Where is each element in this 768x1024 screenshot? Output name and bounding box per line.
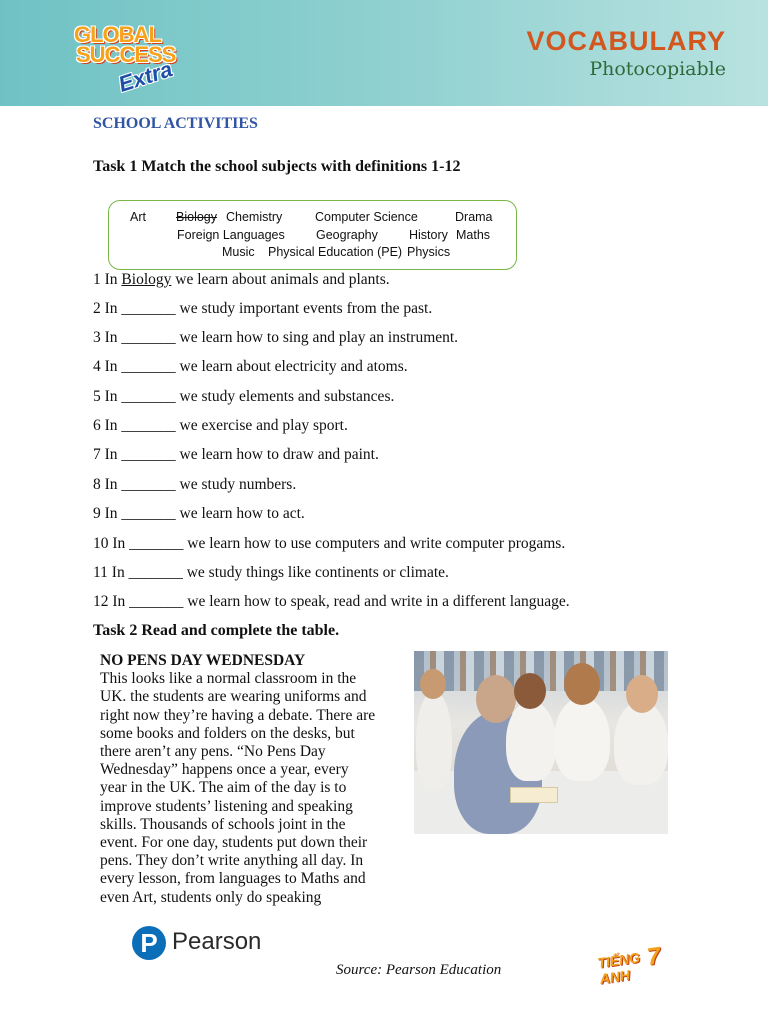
tieng-anh-number: 7 <box>645 942 663 971</box>
word-bank-box <box>108 200 517 270</box>
tieng-anh-text: TIẾNG ANH <box>596 949 641 987</box>
page-subtitle: Photocopiable <box>589 58 726 80</box>
article-line: pens. They don’t write anything all day. In <box>100 852 364 870</box>
word-bank-item: Physics <box>407 245 451 259</box>
student-figure <box>614 701 668 785</box>
answer-blank: _______ <box>121 505 176 522</box>
student-head <box>420 669 446 699</box>
word-bank-item: Music <box>222 245 255 259</box>
article-line: Wednesday” happens once a year, every <box>100 761 349 779</box>
article-line: skills. Thousands of schools joint in the <box>100 815 346 833</box>
sentence-11: 11 In _______ we study things like continents or climate. <box>93 564 449 581</box>
word-bank-item: History <box>409 228 448 242</box>
student-head <box>626 675 658 713</box>
task2-heading: Task 2 Read and complete the table. <box>93 622 340 639</box>
student-figure <box>416 691 452 791</box>
task1-heading: Task 1 Match the school subjects with definitions 1-12 <box>93 158 461 175</box>
open-book <box>510 787 558 803</box>
article-line: UK. the students are wearing uniforms and <box>100 688 367 706</box>
word-bank-item: Art <box>130 210 146 224</box>
student-head <box>564 663 600 705</box>
answer-blank: _______ <box>121 329 176 346</box>
sentence-4: 4 In _______ we learn about electricity and atoms. <box>93 358 408 375</box>
word-bank-item: Maths <box>456 228 491 242</box>
answer-blank: _______ <box>121 446 176 463</box>
answer-blank: Biology <box>121 271 172 288</box>
sentence-10: 10 In _______ we learn how to use computers and write computer progams. <box>93 535 566 552</box>
sentence-2: 2 In _______ we study important events from the past. <box>93 300 433 317</box>
article-line: every lesson, from languages to Maths and <box>100 870 366 888</box>
word-bank-item: Foreign Languages <box>177 228 285 242</box>
answer-blank: _______ <box>121 388 176 405</box>
section-title: SCHOOL ACTIVITIES <box>93 115 258 132</box>
tieng-anh-7-logo <box>596 942 671 987</box>
word-bank-item-struck: Biology <box>176 210 217 224</box>
student-figure <box>506 701 556 781</box>
word-bank-item: Chemistry <box>226 210 283 224</box>
header-band <box>0 0 768 106</box>
word-bank-item: Physical Education (PE) <box>268 245 403 259</box>
word-bank-item: Geography <box>316 228 378 242</box>
logo-line-2: SUCCESS <box>76 42 176 67</box>
pearson-mark: P <box>132 926 166 960</box>
answer-blank: _______ <box>121 476 176 493</box>
pearson-wordmark: Pearson <box>172 928 262 955</box>
sentence-1: 1 In Biology we learn about animals and plants. <box>93 271 390 288</box>
answer-blank: _______ <box>121 417 176 434</box>
pearson-logo <box>118 914 270 974</box>
article-line: event. For one day, students put down their <box>100 834 368 852</box>
sentence-8: 8 In _______ we study numbers. <box>93 476 297 493</box>
article-line: year in the UK. The aim of the day is to <box>100 779 347 797</box>
word-bank-item: Drama <box>455 210 493 224</box>
student-figure <box>554 697 610 781</box>
article-line: improve students’ listening and speaking <box>100 797 353 815</box>
sentence-6: 6 In _______ we exercise and play sport. <box>93 417 348 434</box>
student-head <box>514 673 546 709</box>
word-bank-item: Computer Science <box>315 210 418 224</box>
article-line: there aren’t any pens. “No Pens Day <box>100 743 326 761</box>
article-line: right now they’re having a debate. There are <box>100 706 376 724</box>
article-line: some books and folders on the desks, but <box>100 724 355 742</box>
source-credit: Source: Pearson Education <box>336 962 502 978</box>
answer-blank: _______ <box>121 358 176 375</box>
answer-blank: _______ <box>121 300 176 317</box>
sentence-3: 3 In _______ we learn how to sing and play an instrument. <box>93 329 459 346</box>
answer-blank: _______ <box>129 535 184 552</box>
logo-line-1: GLOBAL <box>74 22 161 47</box>
article-title: NO PENS DAY WEDNESDAY <box>100 652 306 669</box>
sentence-5: 5 In _______ we study elements and substances. <box>93 388 395 405</box>
answer-blank: _______ <box>129 593 184 610</box>
sentence-12: 12 In _______ we learn how to speak, read and write in a different language. <box>93 593 570 610</box>
page-title: VOCABULARY <box>526 26 726 56</box>
classroom-photo <box>414 651 668 834</box>
article <box>100 652 400 907</box>
article-line: even Art, students only do speaking <box>100 888 322 906</box>
sentence-9: 9 In _______ we learn how to act. <box>93 505 305 522</box>
teacher-head <box>476 675 516 723</box>
answer-blank: _______ <box>128 564 183 581</box>
logo-extra: Extra <box>115 56 176 97</box>
article-line: This looks like a normal classroom in the <box>100 670 357 688</box>
sentence-7: 7 In _______ we learn how to draw and paint. <box>93 446 379 463</box>
global-success-extra-logo <box>70 18 200 98</box>
